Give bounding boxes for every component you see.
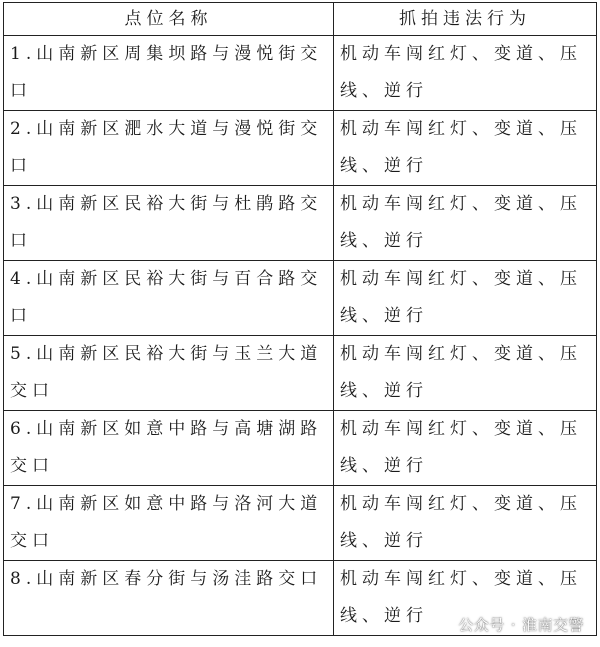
cell-location: 7.山南新区如意中路与洛河大道交口 (4, 486, 334, 561)
table-header-row (4, 3, 597, 36)
header-violation: 抓拍违法行为 (334, 3, 597, 36)
cell-location: 5.山南新区民裕大街与玉兰大道交口 (4, 336, 334, 411)
cell-location: 4.山南新区民裕大街与百合路交口 (4, 261, 334, 336)
table-row (4, 411, 597, 486)
cell-violation: 机动车闯红灯、变道、压线、逆行 (334, 261, 597, 336)
cell-location: 8.山南新区春分街与汤洼路交口 (4, 561, 334, 636)
watermark (430, 614, 584, 635)
header-location: 点位名称 (4, 3, 334, 36)
table-row (4, 261, 597, 336)
wechat-official-account-icon (430, 617, 452, 633)
watermark-separator: · (510, 615, 516, 634)
table-row (4, 36, 597, 111)
cell-location: 6.山南新区如意中路与高塘湖路交口 (4, 411, 334, 486)
watermark-account: 淮南交警 (521, 616, 584, 634)
cell-location: 2.山南新区淝水大道与漫悦街交口 (4, 111, 334, 186)
cell-violation: 机动车闯红灯、变道、压线、逆行 (334, 111, 597, 186)
cell-location: 3.山南新区民裕大街与杜鹃路交口 (4, 186, 334, 261)
table-row (4, 336, 597, 411)
cell-violation: 机动车闯红灯、变道、压线、逆行 (334, 486, 597, 561)
table-row (4, 186, 597, 261)
cell-violation: 机动车闯红灯、变道、压线、逆行 (334, 336, 597, 411)
cell-violation: 机动车闯红灯、变道、压线、逆行 (334, 186, 597, 261)
violation-points-table (3, 2, 597, 636)
watermark-platform: 公众号 (458, 616, 505, 634)
cell-violation: 机动车闯红灯、变道、压线、逆行 (334, 411, 597, 486)
cell-location: 1.山南新区周集坝路与漫悦街交口 (4, 36, 334, 111)
table-row (4, 486, 597, 561)
cell-violation: 机动车闯红灯、变道、压线、逆行 (334, 36, 597, 111)
table-row (4, 111, 597, 186)
cell-violation: 机动车闯红灯、变道、压线、逆行 (334, 561, 597, 636)
